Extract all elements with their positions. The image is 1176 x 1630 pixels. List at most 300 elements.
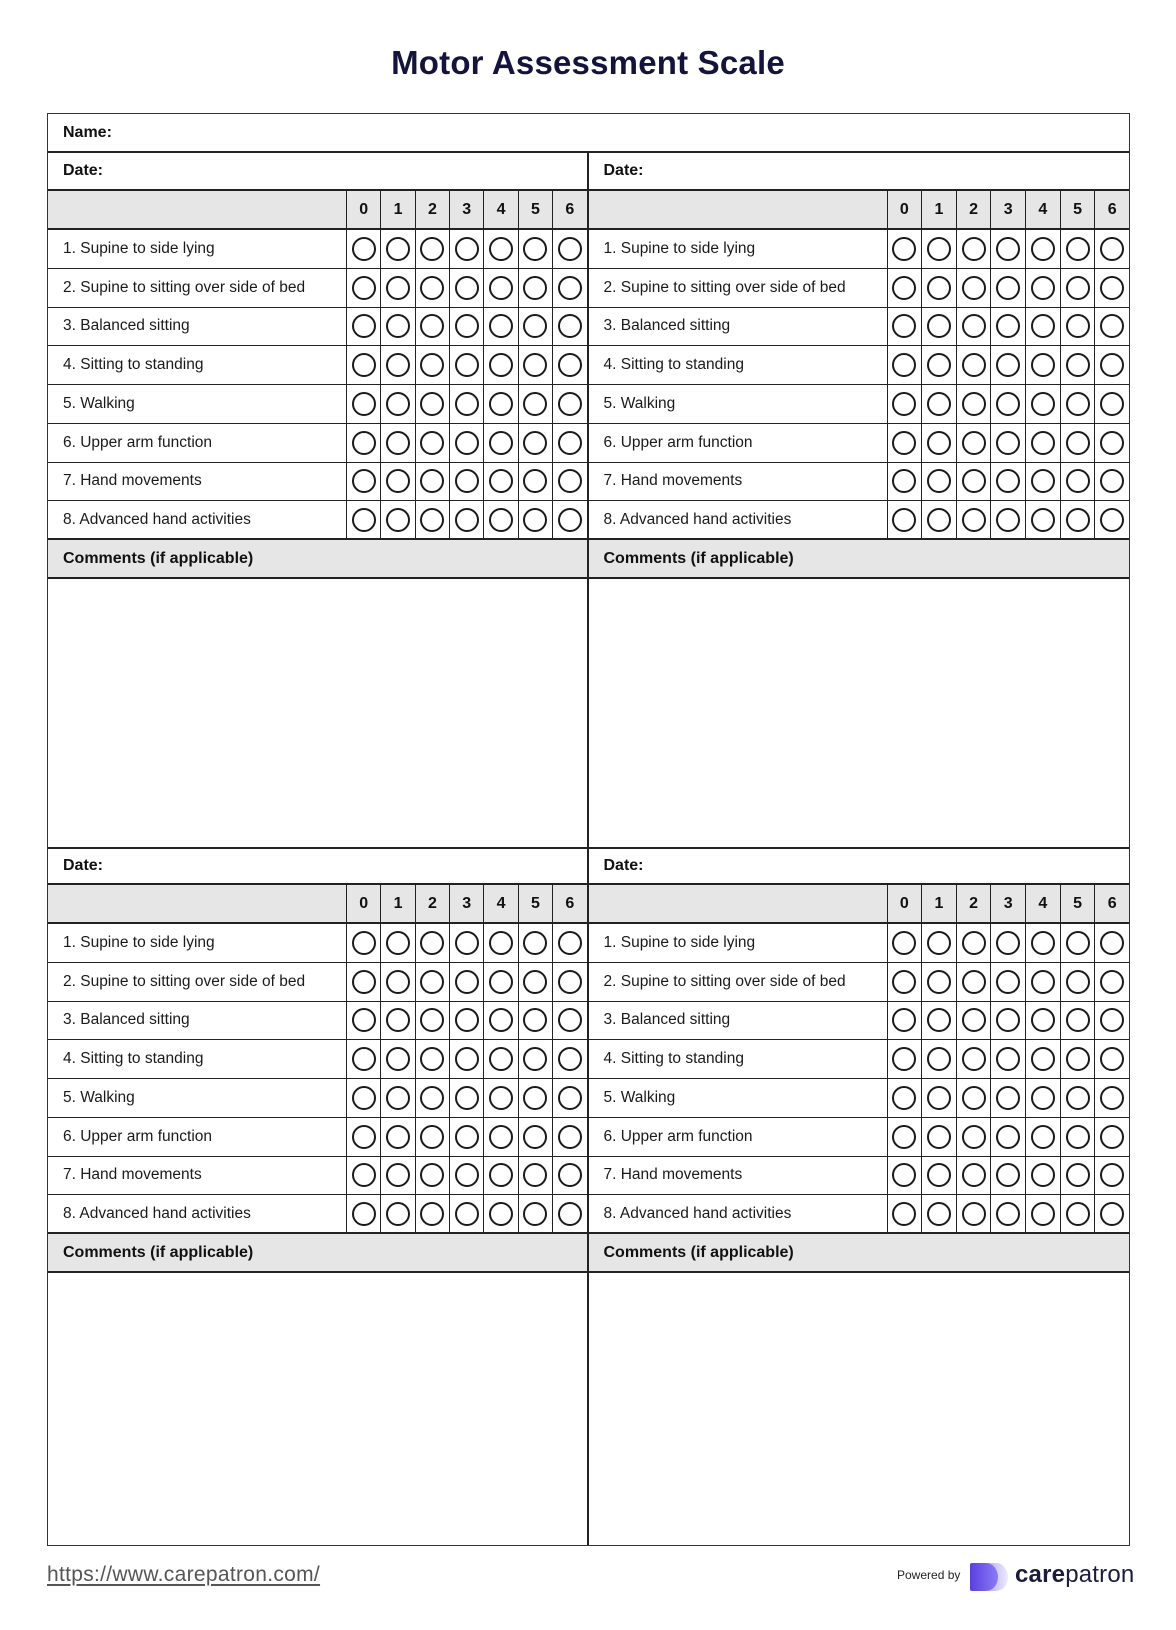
score-radio-5[interactable] bbox=[523, 353, 547, 377]
score-radio-4[interactable] bbox=[489, 237, 513, 261]
table-row bbox=[589, 1079, 1130, 1118]
score-radio-5[interactable] bbox=[523, 931, 547, 955]
score-cell bbox=[1061, 346, 1096, 384]
score-radio-5[interactable] bbox=[523, 237, 547, 261]
score-radio-4[interactable] bbox=[489, 1008, 513, 1032]
score-radio-4[interactable] bbox=[1031, 469, 1055, 493]
score-cell bbox=[1026, 463, 1061, 501]
score-radio-2[interactable] bbox=[962, 1086, 986, 1110]
score-radio-4[interactable] bbox=[489, 469, 513, 493]
score-radio-2[interactable] bbox=[420, 237, 444, 261]
score-radio-2[interactable] bbox=[420, 1086, 444, 1110]
score-radio-2[interactable] bbox=[420, 1125, 444, 1149]
score-radio-1[interactable] bbox=[927, 1163, 951, 1187]
score-radio-3[interactable] bbox=[996, 276, 1020, 300]
score-cell bbox=[450, 1040, 484, 1078]
score-radio-1[interactable] bbox=[927, 392, 951, 416]
score-radio-5[interactable] bbox=[1066, 353, 1090, 377]
score-radio-1[interactable] bbox=[386, 314, 410, 338]
score-radio-3[interactable] bbox=[455, 1163, 479, 1187]
score-cell bbox=[888, 463, 923, 501]
score-radio-1[interactable] bbox=[386, 931, 410, 955]
comments-header: Comments (if applicable) bbox=[589, 1234, 1130, 1273]
score-radio-4[interactable] bbox=[489, 1202, 513, 1226]
score-cell bbox=[991, 1195, 1026, 1232]
score-radio-3[interactable] bbox=[996, 931, 1020, 955]
score-radio-3[interactable] bbox=[455, 508, 479, 532]
score-radio-3[interactable] bbox=[455, 1202, 479, 1226]
score-radio-3[interactable] bbox=[996, 314, 1020, 338]
score-radio-1[interactable] bbox=[386, 1086, 410, 1110]
score-cell bbox=[416, 1118, 450, 1156]
date-field[interactable] bbox=[589, 153, 1130, 191]
score-cell bbox=[484, 230, 518, 268]
score-radio-5[interactable] bbox=[523, 1008, 547, 1032]
score-radio-1[interactable] bbox=[386, 1008, 410, 1032]
score-radio-6[interactable] bbox=[1100, 1086, 1124, 1110]
score-radio-4[interactable] bbox=[489, 353, 513, 377]
score-cell bbox=[957, 963, 992, 1001]
score-radio-6[interactable] bbox=[1100, 314, 1124, 338]
score-radio-2[interactable] bbox=[962, 314, 986, 338]
score-radio-0[interactable] bbox=[892, 970, 916, 994]
item-label: 3. Balanced sitting bbox=[589, 308, 888, 346]
score-radio-5[interactable] bbox=[523, 1047, 547, 1071]
score-radio-6[interactable] bbox=[558, 1086, 582, 1110]
score-radio-2[interactable] bbox=[962, 1008, 986, 1032]
score-cell bbox=[416, 1195, 450, 1232]
score-radio-6[interactable] bbox=[1100, 276, 1124, 300]
score-radio-6[interactable] bbox=[1100, 237, 1124, 261]
score-radio-1[interactable] bbox=[386, 353, 410, 377]
score-radio-3[interactable] bbox=[455, 237, 479, 261]
score-cell bbox=[553, 1157, 586, 1195]
score-radio-0[interactable] bbox=[352, 431, 376, 455]
score-radio-0[interactable] bbox=[892, 508, 916, 532]
score-radio-2[interactable] bbox=[420, 469, 444, 493]
score-radio-1[interactable] bbox=[927, 237, 951, 261]
score-radio-6[interactable] bbox=[558, 970, 582, 994]
score-radio-2[interactable] bbox=[420, 1047, 444, 1071]
score-radio-6[interactable] bbox=[558, 1125, 582, 1149]
score-radio-4[interactable] bbox=[489, 392, 513, 416]
score-cell bbox=[957, 1079, 992, 1117]
score-radio-6[interactable] bbox=[558, 931, 582, 955]
score-radio-1[interactable] bbox=[386, 1047, 410, 1071]
score-radio-1[interactable] bbox=[927, 469, 951, 493]
score-radio-3[interactable] bbox=[455, 353, 479, 377]
score-radio-5[interactable] bbox=[1066, 1086, 1090, 1110]
score-radio-0[interactable] bbox=[352, 1125, 376, 1149]
score-radio-6[interactable] bbox=[1100, 931, 1124, 955]
score-cell bbox=[450, 346, 484, 384]
score-radio-6[interactable] bbox=[1100, 353, 1124, 377]
score-radio-5[interactable] bbox=[523, 1125, 547, 1149]
score-cell bbox=[381, 424, 415, 462]
score-radio-1[interactable] bbox=[927, 1202, 951, 1226]
score-radio-1[interactable] bbox=[927, 431, 951, 455]
score-radio-2[interactable] bbox=[420, 970, 444, 994]
carepatron-brand bbox=[1015, 1561, 1134, 1589]
score-radio-5[interactable] bbox=[1066, 469, 1090, 493]
score-radio-5[interactable] bbox=[1066, 1125, 1090, 1149]
score-radio-2[interactable] bbox=[962, 1047, 986, 1071]
score-header-row bbox=[48, 191, 587, 230]
score-radio-3[interactable] bbox=[996, 508, 1020, 532]
score-radio-0[interactable] bbox=[892, 353, 916, 377]
score-radio-4[interactable] bbox=[489, 1125, 513, 1149]
score-radio-5[interactable] bbox=[1066, 314, 1090, 338]
score-radio-4[interactable] bbox=[1031, 1047, 1055, 1071]
score-radio-0[interactable] bbox=[352, 970, 376, 994]
score-radio-6[interactable] bbox=[1100, 1008, 1124, 1032]
score-radio-2[interactable] bbox=[420, 1008, 444, 1032]
score-radio-2[interactable] bbox=[420, 392, 444, 416]
score-radio-4[interactable] bbox=[489, 508, 513, 532]
score-radio-0[interactable] bbox=[892, 237, 916, 261]
score-cell bbox=[484, 424, 518, 462]
score-radio-0[interactable] bbox=[892, 276, 916, 300]
score-radio-4[interactable] bbox=[489, 431, 513, 455]
score-cell bbox=[1061, 924, 1096, 962]
score-radio-0[interactable] bbox=[352, 1086, 376, 1110]
score-cell bbox=[1095, 1157, 1129, 1195]
score-radio-0[interactable] bbox=[892, 314, 916, 338]
score-radio-3[interactable] bbox=[996, 237, 1020, 261]
item-label: 1. Supine to side lying bbox=[48, 924, 347, 962]
score-radio-6[interactable] bbox=[558, 1047, 582, 1071]
item-label: 3. Balanced sitting bbox=[589, 1002, 888, 1040]
score-cell bbox=[553, 1040, 586, 1078]
score-radio-5[interactable] bbox=[523, 1202, 547, 1226]
score-radio-4[interactable] bbox=[1031, 931, 1055, 955]
score-radio-2[interactable] bbox=[962, 353, 986, 377]
score-cell bbox=[519, 501, 553, 538]
score-radio-2[interactable] bbox=[420, 1202, 444, 1226]
score-radio-6[interactable] bbox=[1100, 508, 1124, 532]
score-radio-3[interactable] bbox=[996, 1125, 1020, 1149]
table-row bbox=[48, 308, 587, 347]
score-radio-0[interactable] bbox=[352, 1008, 376, 1032]
score-cell bbox=[1095, 924, 1129, 962]
date-field[interactable] bbox=[48, 847, 587, 885]
score-radio-6[interactable] bbox=[558, 237, 582, 261]
score-radio-3[interactable] bbox=[455, 469, 479, 493]
score-radio-6[interactable] bbox=[558, 314, 582, 338]
score-radio-1[interactable] bbox=[927, 508, 951, 532]
score-radio-2[interactable] bbox=[962, 276, 986, 300]
score-radio-0[interactable] bbox=[892, 1008, 916, 1032]
score-radio-3[interactable] bbox=[455, 1125, 479, 1149]
score-radio-1[interactable] bbox=[386, 1202, 410, 1226]
score-radio-1[interactable] bbox=[386, 970, 410, 994]
score-radio-0[interactable] bbox=[352, 931, 376, 955]
date-field[interactable] bbox=[48, 153, 587, 191]
score-radio-1[interactable] bbox=[927, 931, 951, 955]
score-radio-0[interactable] bbox=[892, 431, 916, 455]
score-radio-1[interactable] bbox=[927, 1125, 951, 1149]
score-radio-5[interactable] bbox=[523, 276, 547, 300]
score-radio-3[interactable] bbox=[455, 1008, 479, 1032]
score-radio-0[interactable] bbox=[352, 392, 376, 416]
score-radio-6[interactable] bbox=[558, 276, 582, 300]
score-cell bbox=[381, 1002, 415, 1040]
score-radio-5[interactable] bbox=[523, 469, 547, 493]
score-radio-4[interactable] bbox=[1031, 237, 1055, 261]
score-radio-4[interactable] bbox=[489, 931, 513, 955]
score-cell bbox=[553, 346, 586, 384]
score-radio-3[interactable] bbox=[455, 431, 479, 455]
score-radio-6[interactable] bbox=[558, 1008, 582, 1032]
score-radio-4[interactable] bbox=[489, 970, 513, 994]
score-header-0: 0 bbox=[347, 885, 381, 922]
score-radio-6[interactable] bbox=[558, 469, 582, 493]
score-radio-5[interactable] bbox=[523, 431, 547, 455]
score-radio-5[interactable] bbox=[523, 1086, 547, 1110]
score-radio-2[interactable] bbox=[420, 508, 444, 532]
score-radio-2[interactable] bbox=[962, 970, 986, 994]
score-header-2: 2 bbox=[416, 885, 450, 922]
score-radio-0[interactable] bbox=[352, 469, 376, 493]
score-radio-2[interactable] bbox=[962, 392, 986, 416]
score-cell bbox=[957, 1118, 992, 1156]
comments-input[interactable] bbox=[589, 1273, 1130, 1545]
score-radio-3[interactable] bbox=[996, 1202, 1020, 1226]
powered-by-label: Powered by bbox=[897, 1568, 961, 1582]
score-radio-1[interactable] bbox=[386, 392, 410, 416]
score-radio-1[interactable] bbox=[927, 1086, 951, 1110]
score-radio-4[interactable] bbox=[1031, 276, 1055, 300]
score-radio-4[interactable] bbox=[1031, 314, 1055, 338]
score-radio-5[interactable] bbox=[523, 508, 547, 532]
score-radio-5[interactable] bbox=[1066, 931, 1090, 955]
score-radio-0[interactable] bbox=[352, 508, 376, 532]
score-radio-0[interactable] bbox=[352, 314, 376, 338]
score-radio-2[interactable] bbox=[420, 276, 444, 300]
score-cell bbox=[519, 230, 553, 268]
score-radio-0[interactable] bbox=[892, 1202, 916, 1226]
score-radio-4[interactable] bbox=[489, 1086, 513, 1110]
score-radio-2[interactable] bbox=[420, 353, 444, 377]
score-radio-6[interactable] bbox=[558, 392, 582, 416]
score-radio-5[interactable] bbox=[1066, 970, 1090, 994]
score-radio-4[interactable] bbox=[1031, 508, 1055, 532]
score-cell bbox=[991, 269, 1026, 307]
score-header-3: 3 bbox=[991, 885, 1026, 922]
score-radio-3[interactable] bbox=[455, 931, 479, 955]
score-radio-4[interactable] bbox=[1031, 1202, 1055, 1226]
score-cell bbox=[888, 269, 923, 307]
score-radio-2[interactable] bbox=[962, 469, 986, 493]
table-row bbox=[48, 424, 587, 463]
score-radio-5[interactable] bbox=[1066, 1047, 1090, 1071]
score-radio-3[interactable] bbox=[996, 1086, 1020, 1110]
score-radio-3[interactable] bbox=[455, 1086, 479, 1110]
score-radio-6[interactable] bbox=[1100, 469, 1124, 493]
score-radio-4[interactable] bbox=[489, 276, 513, 300]
score-radio-5[interactable] bbox=[523, 314, 547, 338]
score-radio-0[interactable] bbox=[892, 392, 916, 416]
date-field[interactable] bbox=[589, 847, 1130, 885]
score-radio-4[interactable] bbox=[1031, 1086, 1055, 1110]
score-radio-6[interactable] bbox=[1100, 431, 1124, 455]
score-radio-4[interactable] bbox=[1031, 431, 1055, 455]
score-radio-3[interactable] bbox=[455, 1047, 479, 1071]
score-radio-2[interactable] bbox=[420, 931, 444, 955]
score-radio-6[interactable] bbox=[1100, 1125, 1124, 1149]
score-radio-0[interactable] bbox=[892, 469, 916, 493]
score-radio-6[interactable] bbox=[558, 508, 582, 532]
score-radio-4[interactable] bbox=[1031, 1163, 1055, 1187]
score-radio-0[interactable] bbox=[352, 1202, 376, 1226]
comments-input[interactable] bbox=[589, 579, 1130, 847]
score-radio-2[interactable] bbox=[962, 1125, 986, 1149]
score-radio-3[interactable] bbox=[996, 1008, 1020, 1032]
score-radio-5[interactable] bbox=[1066, 508, 1090, 532]
score-radio-0[interactable] bbox=[892, 931, 916, 955]
score-radio-1[interactable] bbox=[386, 469, 410, 493]
score-radio-3[interactable] bbox=[996, 970, 1020, 994]
score-radio-5[interactable] bbox=[1066, 1008, 1090, 1032]
score-cell bbox=[888, 924, 923, 962]
score-radio-6[interactable] bbox=[1100, 970, 1124, 994]
score-radio-2[interactable] bbox=[420, 431, 444, 455]
score-radio-2[interactable] bbox=[962, 237, 986, 261]
table-row bbox=[589, 1157, 1130, 1196]
score-radio-3[interactable] bbox=[996, 1163, 1020, 1187]
score-radio-5[interactable] bbox=[1066, 276, 1090, 300]
score-radio-3[interactable] bbox=[996, 431, 1020, 455]
score-radio-5[interactable] bbox=[1066, 237, 1090, 261]
score-radio-1[interactable] bbox=[927, 1008, 951, 1032]
score-cell bbox=[519, 424, 553, 462]
score-radio-2[interactable] bbox=[962, 508, 986, 532]
score-cell bbox=[888, 346, 923, 384]
score-radio-3[interactable] bbox=[996, 353, 1020, 377]
score-header-6: 6 bbox=[565, 200, 575, 218]
score-radio-0[interactable] bbox=[892, 1163, 916, 1187]
score-radio-5[interactable] bbox=[1066, 392, 1090, 416]
score-radio-1[interactable] bbox=[386, 276, 410, 300]
score-radio-1[interactable] bbox=[386, 1163, 410, 1187]
score-radio-1[interactable] bbox=[386, 1125, 410, 1149]
score-cell bbox=[957, 1040, 992, 1078]
score-radio-4[interactable] bbox=[489, 1163, 513, 1187]
score-radio-5[interactable] bbox=[1066, 1163, 1090, 1187]
score-cell bbox=[1061, 1118, 1096, 1156]
score-radio-5[interactable] bbox=[523, 970, 547, 994]
score-header-0: 0 bbox=[347, 191, 381, 228]
score-radio-6[interactable] bbox=[558, 353, 582, 377]
score-radio-0[interactable] bbox=[352, 276, 376, 300]
score-radio-3[interactable] bbox=[455, 970, 479, 994]
score-radio-4[interactable] bbox=[1031, 353, 1055, 377]
score-radio-0[interactable] bbox=[892, 1047, 916, 1071]
score-radio-4[interactable] bbox=[1031, 1125, 1055, 1149]
item-label: 2. Supine to sitting over side of bed bbox=[48, 269, 347, 307]
score-radio-0[interactable] bbox=[352, 353, 376, 377]
score-radio-3[interactable] bbox=[455, 276, 479, 300]
score-radio-1[interactable] bbox=[927, 276, 951, 300]
score-radio-3[interactable] bbox=[455, 314, 479, 338]
score-radio-1[interactable] bbox=[386, 508, 410, 532]
score-radio-6[interactable] bbox=[558, 1163, 582, 1187]
score-radio-1[interactable] bbox=[927, 314, 951, 338]
carepatron-link[interactable]: https://www.carepatron.com/ bbox=[47, 1563, 321, 1586]
score-header-0: 0 bbox=[888, 191, 923, 228]
score-cell bbox=[416, 424, 450, 462]
score-radio-0[interactable] bbox=[892, 1125, 916, 1149]
score-radio-6[interactable] bbox=[1100, 392, 1124, 416]
score-cell bbox=[450, 230, 484, 268]
score-header-6: 6 bbox=[1107, 200, 1117, 218]
score-radio-6[interactable] bbox=[558, 431, 582, 455]
item-label: 2. Supine to sitting over side of bed bbox=[589, 269, 888, 307]
score-radio-1[interactable] bbox=[927, 353, 951, 377]
comments-input[interactable] bbox=[48, 579, 587, 847]
score-cell bbox=[991, 463, 1026, 501]
score-cell bbox=[519, 1079, 553, 1117]
name-field[interactable] bbox=[48, 114, 1129, 153]
score-radio-4[interactable] bbox=[1031, 392, 1055, 416]
score-radio-3[interactable] bbox=[996, 392, 1020, 416]
score-radio-2[interactable] bbox=[962, 431, 986, 455]
score-radio-6[interactable] bbox=[1100, 1163, 1124, 1187]
score-radio-2[interactable] bbox=[962, 931, 986, 955]
score-radio-3[interactable] bbox=[996, 469, 1020, 493]
score-header-blank bbox=[589, 191, 888, 228]
score-radio-1[interactable] bbox=[927, 1047, 951, 1071]
score-cell bbox=[381, 1195, 415, 1232]
comments-header: Comments (if applicable) bbox=[48, 540, 587, 579]
score-radio-0[interactable] bbox=[352, 1163, 376, 1187]
score-radio-1[interactable] bbox=[386, 431, 410, 455]
score-radio-6[interactable] bbox=[1100, 1047, 1124, 1071]
score-radio-6[interactable] bbox=[1100, 1202, 1124, 1226]
score-radio-2[interactable] bbox=[420, 314, 444, 338]
score-radio-4[interactable] bbox=[489, 314, 513, 338]
score-radio-0[interactable] bbox=[892, 1086, 916, 1110]
score-header-4: 4 bbox=[484, 885, 518, 922]
score-cell bbox=[1095, 1195, 1129, 1232]
score-radio-4[interactable] bbox=[1031, 1008, 1055, 1032]
score-radio-5[interactable] bbox=[1066, 1202, 1090, 1226]
score-radio-5[interactable] bbox=[523, 1163, 547, 1187]
score-header-1: 1 bbox=[381, 885, 415, 922]
score-radio-6[interactable] bbox=[558, 1202, 582, 1226]
page-title: Motor Assessment Scale bbox=[391, 44, 785, 81]
score-radio-2[interactable] bbox=[962, 1163, 986, 1187]
score-radio-5[interactable] bbox=[523, 392, 547, 416]
score-radio-4[interactable] bbox=[1031, 970, 1055, 994]
score-radio-1[interactable] bbox=[927, 970, 951, 994]
score-radio-0[interactable] bbox=[352, 1047, 376, 1071]
score-cell bbox=[553, 963, 586, 1001]
score-radio-5[interactable] bbox=[1066, 431, 1090, 455]
score-radio-4[interactable] bbox=[489, 1047, 513, 1071]
score-radio-3[interactable] bbox=[455, 392, 479, 416]
score-radio-1[interactable] bbox=[386, 237, 410, 261]
score-cell bbox=[1026, 385, 1061, 423]
score-radio-2[interactable] bbox=[962, 1202, 986, 1226]
score-cell bbox=[1061, 308, 1096, 346]
score-cell bbox=[1095, 1079, 1129, 1117]
score-radio-0[interactable] bbox=[352, 237, 376, 261]
score-radio-2[interactable] bbox=[420, 1163, 444, 1187]
comments-input[interactable] bbox=[48, 1273, 587, 1545]
score-radio-3[interactable] bbox=[996, 1047, 1020, 1071]
score-cell bbox=[1095, 963, 1129, 1001]
